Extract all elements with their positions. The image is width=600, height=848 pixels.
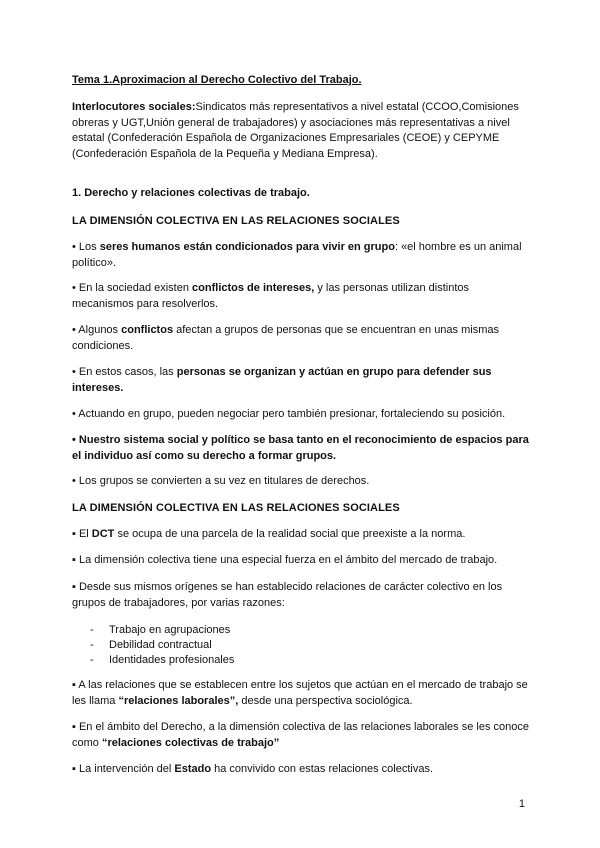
bullet-paragraph	[72, 553, 532, 569]
bullet-text: ha convivido con estas relaciones colectivas.	[211, 763, 433, 775]
bullet-paragraph	[72, 762, 532, 778]
bullet-bold: conflictos de intereses,	[192, 282, 315, 294]
list-item: - Trabajo en agrupaciones	[90, 623, 234, 638]
bullet-paragraph	[72, 240, 532, 271]
document-title: Tema 1.Aproximacion al Derecho Colectivo del Trabajo.	[72, 74, 362, 86]
bullet-paragraph	[72, 323, 532, 354]
bullet-paragraph	[72, 433, 532, 464]
bullet-paragraph	[72, 281, 532, 312]
bullet-text: • En estos casos, las	[72, 366, 177, 378]
intro-label: Interlocutores sociales:	[72, 101, 196, 113]
bullet-text: se ocupa de una parcela de la realidad social que preexiste a la norma.	[114, 528, 466, 540]
bullet-paragraph	[72, 407, 532, 423]
bullet-bold: Estado	[174, 763, 212, 775]
reasons-list	[90, 623, 234, 668]
bullet-text: ▪ La dimensión colectiva tiene una especial fuerza en el ámbito del mercado de trabajo.	[72, 554, 498, 566]
bullet-paragraph	[72, 527, 532, 543]
list-item: - Identidades profesionales	[90, 653, 234, 668]
intro-text: Sindicatos más representativos a nivel estatal (CCOO,Comisiones obreras y UGT,Unión general de trabajadores) y asociaciones más representativas a nivel estatal (Confederación Española de Organizaciones Empresariales (CEOE) y CEPYME (Confederación Española de la Pequeña y Mediana Empresa).	[72, 101, 519, 160]
bullet-text: • Los	[72, 241, 100, 253]
bullet-paragraph	[72, 365, 532, 396]
bullet-text: • En la sociedad existen	[72, 282, 193, 294]
bullet-text: ▪ Desde sus mismos orígenes se han establecido relaciones de carácter colectivo en los grupos de trabajadores, por varias razones:	[72, 581, 503, 609]
bullet-text: ▪ El	[72, 528, 92, 540]
bullet-bold: “relaciones laborales”,	[118, 694, 239, 707]
bullet-text: • Los grupos se convierten a su vez en titulares de derechos.	[72, 475, 370, 487]
intro-paragraph	[72, 100, 532, 162]
bullet-paragraph	[72, 474, 532, 490]
bullet-text: ▪ A las relaciones que se establecen entre los sujetos que actúan en el mercado de trabajo se les llama	[72, 679, 528, 707]
bullet-text: ▪ En el ámbito del Derecho, a la dimensión colectiva de las relaciones laborales se les conoce como	[72, 721, 529, 749]
bullet-paragraph	[72, 720, 532, 751]
bullet-bold: DCT	[91, 528, 115, 540]
bullet-text: ▪ La intervención del	[72, 763, 175, 775]
subheading-1: LA DIMENSIÓN COLECTIVA EN LAS RELACIONES SOCIALES	[72, 215, 400, 227]
list-item: - Debilidad contractual	[90, 638, 234, 653]
bullet-text: y las personas utilizan distintos mecanismos para resolverlos.	[72, 282, 469, 310]
bullet-paragraph	[72, 580, 532, 611]
bullet-text: : «el hombre es un animal político».	[72, 241, 522, 269]
bullet-bold: seres humanos están condicionados para vivir en grupo	[99, 241, 395, 253]
bullet-bold: • Nuestro sistema social y político se basa tanto en el reconocimiento de espacios para el individuo así como su derecho a formar grupos.	[72, 434, 529, 462]
bullet-text: • Algunos	[72, 324, 122, 336]
bullet-text: afectan a grupos de personas que se encuentran en unas mismas condiciones.	[72, 324, 499, 352]
bullet-bold: conflictos	[121, 324, 174, 336]
subheading-2: LA DIMENSIÓN COLECTIVA EN LAS RELACIONES SOCIALES	[72, 502, 400, 514]
bullet-paragraph	[72, 678, 532, 709]
bullet-bold: “relaciones colectivas de trabajo”	[101, 736, 280, 749]
bullet-bold: personas se organizan y actúan en grupo para defender sus intereses.	[72, 366, 492, 394]
bullet-text: • Actuando en grupo, pueden negociar pero también presionar, fortaleciendo su posición.	[72, 408, 506, 420]
section-heading: 1. Derecho y relaciones colectivas de trabajo.	[72, 187, 310, 199]
bullet-text: desde una perspectiva sociológica.	[238, 694, 413, 707]
page-number: 1	[518, 798, 525, 810]
